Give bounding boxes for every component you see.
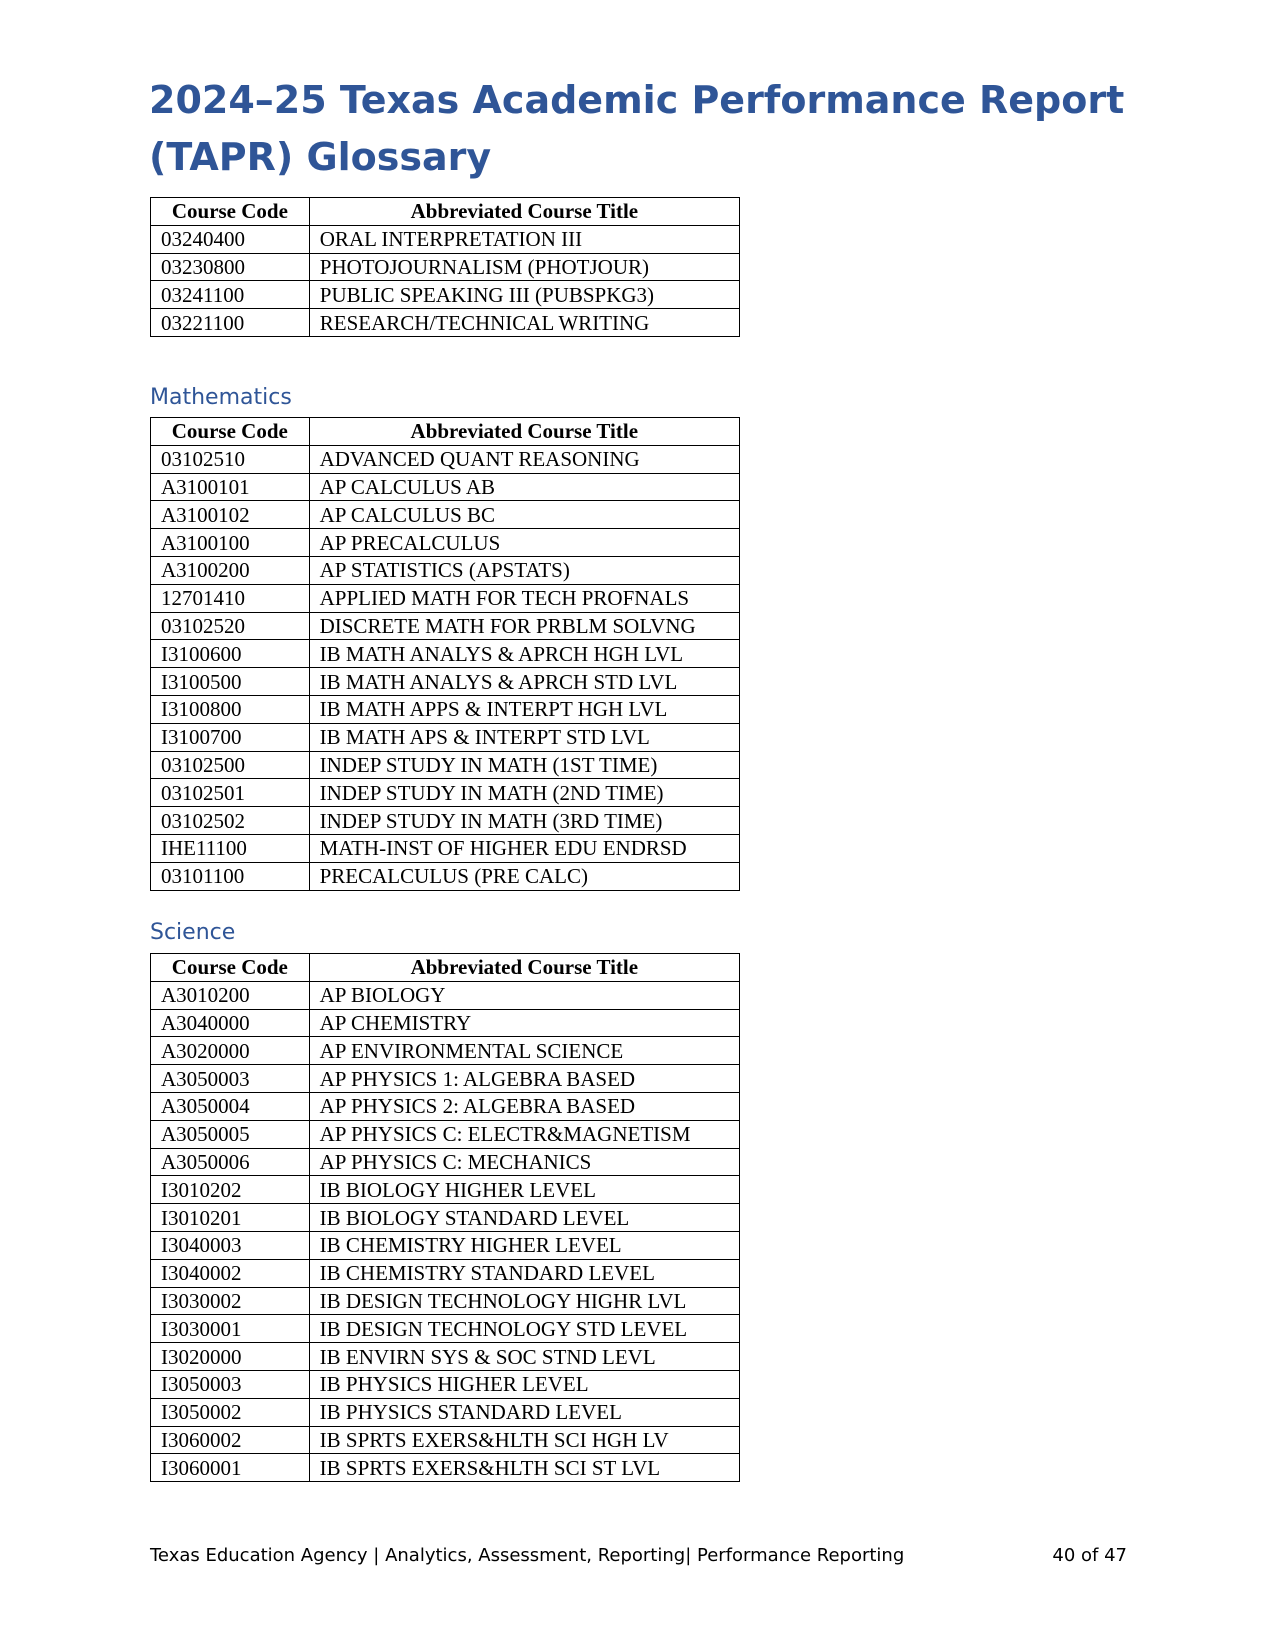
table-header-row (151, 198, 740, 226)
table-row (151, 1231, 740, 1259)
table-row (151, 1120, 740, 1148)
course-title-cell: AP STATISTICS (APSTATS) (309, 556, 739, 584)
course-title-cell: IB SPRTS EXERS&HLTH SCI ST LVL (309, 1454, 739, 1482)
course-title-cell: IB CHEMISTRY STANDARD LEVEL (309, 1259, 739, 1287)
table-header-row (151, 954, 740, 982)
course-code-cell: 03230800 (151, 253, 310, 281)
table-row (151, 1315, 740, 1343)
course-code-cell: A3050006 (151, 1148, 310, 1176)
course-code-cell: A3050004 (151, 1092, 310, 1120)
table-row (151, 779, 740, 807)
course-title-cell: IB PHYSICS STANDARD LEVEL (309, 1398, 739, 1426)
table-row (151, 668, 740, 696)
course-code-cell: 03221100 (151, 309, 310, 337)
course-code-cell: 03102502 (151, 807, 310, 835)
course-code-cell: A3100101 (151, 473, 310, 501)
table-header-row (151, 418, 740, 446)
course-title-cell: AP PHYSICS 2: ALGEBRA BASED (309, 1092, 739, 1120)
table-row (151, 309, 740, 337)
mathematics-course-table (150, 417, 740, 891)
course-title-cell: DISCRETE MATH FOR PRBLM SOLVNG (309, 612, 739, 640)
course-title-cell: APPLIED MATH FOR TECH PROFNALS (309, 584, 739, 612)
table-row (151, 723, 740, 751)
course-title-cell: PRECALCULUS (PRE CALC) (309, 862, 739, 890)
table-row (151, 225, 740, 253)
course-code-cell: A3010200 (151, 981, 310, 1009)
course-code-cell: I3010201 (151, 1204, 310, 1232)
course-code-cell: 03241100 (151, 281, 310, 309)
course-code-header: Course Code (151, 198, 310, 226)
course-code-cell: I3060001 (151, 1454, 310, 1482)
course-code-header: Course Code (151, 954, 310, 982)
table-row (151, 1092, 740, 1120)
course-code-cell: I3100600 (151, 640, 310, 668)
page-title: 2024–25 Texas Academic Performance Report (TAPR) Glossary (149, 78, 1125, 179)
course-code-cell: I3020000 (151, 1343, 310, 1371)
course-title-cell: AP CHEMISTRY (309, 1009, 739, 1037)
table-row (151, 612, 740, 640)
course-code-cell: 03102510 (151, 445, 310, 473)
course-code-header: Course Code (151, 418, 310, 446)
course-title-cell: AP PHYSICS 1: ALGEBRA BASED (309, 1065, 739, 1093)
course-title-cell: AP PHYSICS C: MECHANICS (309, 1148, 739, 1176)
course-code-cell: 03102520 (151, 612, 310, 640)
course-title-cell: INDEP STUDY IN MATH (1ST TIME) (309, 751, 739, 779)
course-code-cell: A3020000 (151, 1037, 310, 1065)
table-row (151, 253, 740, 281)
course-code-cell: A3040000 (151, 1009, 310, 1037)
course-code-cell: A3050005 (151, 1120, 310, 1148)
course-code-cell: I3050002 (151, 1398, 310, 1426)
table-row (151, 529, 740, 557)
table-row (151, 1370, 740, 1398)
table-row (151, 834, 740, 862)
table-row (151, 281, 740, 309)
table-row (151, 1259, 740, 1287)
course-code-cell: I3040003 (151, 1231, 310, 1259)
course-code-cell: I3100500 (151, 668, 310, 696)
course-title-cell: AP CALCULUS BC (309, 501, 739, 529)
course-title-header: Abbreviated Course Title (309, 954, 739, 982)
course-code-cell: I3040002 (151, 1259, 310, 1287)
table-row (151, 981, 740, 1009)
course-code-cell: 12701410 (151, 584, 310, 612)
course-title-cell: AP ENVIRONMENTAL SCIENCE (309, 1037, 739, 1065)
course-title-header: Abbreviated Course Title (309, 418, 739, 446)
table-row (151, 556, 740, 584)
science-heading: Science (150, 920, 236, 945)
table-row (151, 751, 740, 779)
course-code-cell: A3100100 (151, 529, 310, 557)
course-code-cell: I3030002 (151, 1287, 310, 1315)
course-title-cell: MATH-INST OF HIGHER EDU ENDRSD (309, 834, 739, 862)
course-code-cell: I3100800 (151, 695, 310, 723)
course-code-cell: I3010202 (151, 1176, 310, 1204)
course-code-cell: 03102501 (151, 779, 310, 807)
table-row (151, 1398, 740, 1426)
course-title-cell: INDEP STUDY IN MATH (3RD TIME) (309, 807, 739, 835)
table-row (151, 445, 740, 473)
course-code-cell: A3050003 (151, 1065, 310, 1093)
table-row (151, 1204, 740, 1232)
table-row (151, 1287, 740, 1315)
course-title-cell: IB MATH ANALYS & APRCH HGH LVL (309, 640, 739, 668)
course-title-cell: IB MATH APS & INTERPT STD LVL (309, 723, 739, 751)
table-row (151, 1148, 740, 1176)
science-course-table (150, 953, 740, 1482)
footer-agency-text: Texas Education Agency | Analytics, Assessment, Reporting| Performance Reporting (150, 1545, 905, 1566)
table-row (151, 1454, 740, 1482)
course-title-cell: AP PHYSICS C: ELECTR&MAGNETISM (309, 1120, 739, 1148)
course-title-cell: AP BIOLOGY (309, 981, 739, 1009)
table-row (151, 501, 740, 529)
table-row (151, 1426, 740, 1454)
course-code-cell: I3060002 (151, 1426, 310, 1454)
table-row (151, 1037, 740, 1065)
course-title-cell: IB BIOLOGY STANDARD LEVEL (309, 1204, 739, 1232)
course-title-cell: IB MATH APPS & INTERPT HGH LVL (309, 695, 739, 723)
table-row (151, 640, 740, 668)
course-title-cell: IB ENVIRN SYS & SOC STND LEVL (309, 1343, 739, 1371)
course-title-cell: ORAL INTERPRETATION III (309, 225, 739, 253)
mathematics-heading: Mathematics (150, 385, 292, 410)
course-title-cell: AP CALCULUS AB (309, 473, 739, 501)
continued-course-table (150, 197, 740, 337)
table-row (151, 1065, 740, 1093)
course-title-cell: PUBLIC SPEAKING III (PUBSPKG3) (309, 281, 739, 309)
course-code-cell: A3100200 (151, 556, 310, 584)
table-row (151, 584, 740, 612)
course-code-cell: I3100700 (151, 723, 310, 751)
table-row (151, 1176, 740, 1204)
course-code-cell: 03240400 (151, 225, 310, 253)
course-title-cell: IB BIOLOGY HIGHER LEVEL (309, 1176, 739, 1204)
course-title-cell: IB SPRTS EXERS&HLTH SCI HGH LV (309, 1426, 739, 1454)
page-number: 40 of 47 (1052, 1545, 1127, 1566)
course-code-cell: 03102500 (151, 751, 310, 779)
course-title-cell: IB MATH ANALYS & APRCH STD LVL (309, 668, 739, 696)
course-title-cell: IB DESIGN TECHNOLOGY HIGHR LVL (309, 1287, 739, 1315)
course-title-cell: INDEP STUDY IN MATH (2ND TIME) (309, 779, 739, 807)
course-title-header: Abbreviated Course Title (309, 198, 739, 226)
course-code-cell: 03101100 (151, 862, 310, 890)
course-title-cell: IB DESIGN TECHNOLOGY STD LEVEL (309, 1315, 739, 1343)
course-code-cell: A3100102 (151, 501, 310, 529)
course-code-cell: I3030001 (151, 1315, 310, 1343)
course-title-cell: IB PHYSICS HIGHER LEVEL (309, 1370, 739, 1398)
table-row (151, 862, 740, 890)
table-row (151, 473, 740, 501)
course-title-cell: IB CHEMISTRY HIGHER LEVEL (309, 1231, 739, 1259)
course-title-cell: ADVANCED QUANT REASONING (309, 445, 739, 473)
course-title-cell: RESEARCH/TECHNICAL WRITING (309, 309, 739, 337)
course-title-cell: AP PRECALCULUS (309, 529, 739, 557)
table-row (151, 1009, 740, 1037)
course-code-cell: I3050003 (151, 1370, 310, 1398)
course-code-cell: IHE11100 (151, 834, 310, 862)
course-title-cell: PHOTOJOURNALISM (PHOTJOUR) (309, 253, 739, 281)
table-row (151, 807, 740, 835)
table-row (151, 695, 740, 723)
table-row (151, 1343, 740, 1371)
